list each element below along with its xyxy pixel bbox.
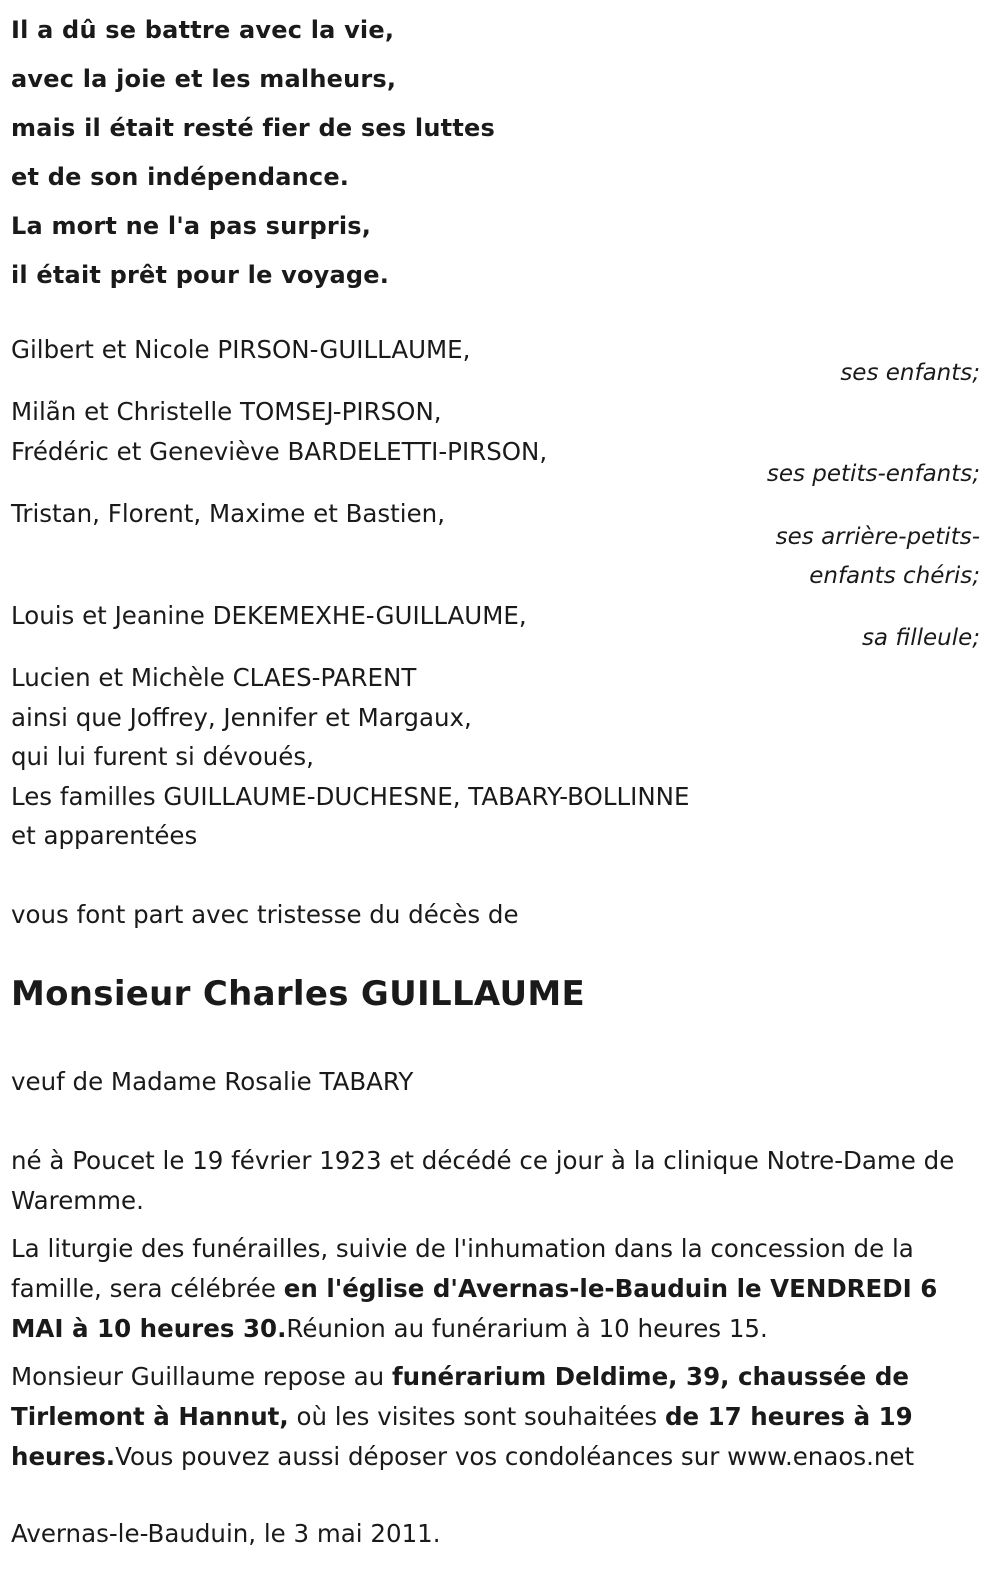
funeral-meeting: Réunion au funérarium à 10 heures 15. <box>286 1314 768 1343</box>
grandchild-name: Frédéric et Geneviève BARDELETTI-PIRSON, <box>11 437 548 466</box>
other-family-line: Les familles GUILLAUME-DUCHESNE, TABARY-BOLLINNE <box>11 782 690 811</box>
goddaughter-names: Louis et Jeanine DEKEMEXHE-GUILLAUME, <box>11 601 527 630</box>
poem-line: La mort ne l'a pas surpris, <box>11 212 372 240</box>
children-relation: ses enfants; <box>840 360 980 386</box>
grandchildren-relation: ses petits-enfants; <box>766 461 980 487</box>
visitation-hours: de 17 heures à 19 heures. <box>11 1402 913 1471</box>
other-family-line: Lucien et Michèle CLAES-PARENT <box>11 663 417 692</box>
visitation-place: funérarium Deldime, 39, chaussée de Tirlemont à Hannut, <box>11 1362 909 1431</box>
funeral-intro: La liturgie des funérailles, suivie de l'inhumation dans la concession de la famille, sera célébrée <box>11 1234 914 1303</box>
visitation-intro: Monsieur Guillaume repose au <box>11 1362 392 1391</box>
poem-line: il était prêt pour le voyage. <box>11 261 390 289</box>
funeral-paragraph <box>11 1229 976 1349</box>
widower-of: veuf de Madame Rosalie TABARY <box>11 1067 414 1096</box>
children-names: Gilbert et Nicole PIRSON-GUILLAUME, <box>11 335 471 364</box>
place-date: Avernas-le-Bauduin, le 3 mai 2011. <box>11 1519 441 1548</box>
goddaughter-relation: sa filleule; <box>861 625 980 651</box>
birth-death-paragraph: né à Poucet le 19 février 1923 et décédé ce jour à la clinique Notre-Dame de Waremme. <box>11 1146 955 1215</box>
visitation-paragraph <box>11 1357 976 1477</box>
other-family-line: qui lui furent si dévoués, <box>11 742 314 771</box>
poem-line: et de son indépendance. <box>11 163 350 191</box>
funeral-place-time: en l'église d'Avernas-le-Bauduin le VENDREDI 6 MAI à 10 heures 30. <box>11 1274 938 1343</box>
condolences-text: Vous pouvez aussi déposer vos condoléances sur www.enaos.net <box>115 1442 915 1471</box>
other-family-line: et apparentées <box>11 821 198 850</box>
great-grandchildren-relation: ses arrière-petits- <box>775 524 980 550</box>
poem <box>11 6 611 300</box>
visitation-middle: où les visites sont souhaitées <box>288 1402 665 1431</box>
grandchild-name: Milãn et Christelle TOMSEJ-PIRSON, <box>11 397 442 426</box>
great-grandchildren-names: Tristan, Florent, Maxime et Bastien, <box>11 499 445 528</box>
poem-line: avec la joie et les malheurs, <box>11 65 397 93</box>
deceased-name: Monsieur Charles GUILLAUME <box>11 974 586 1014</box>
other-family-line: ainsi que Joffrey, Jennifer et Margaux, <box>11 703 472 732</box>
poem-line: Il a dû se battre avec la vie, <box>11 16 395 44</box>
poem-line: mais il était resté fier de ses luttes <box>11 114 495 142</box>
announcement: vous font part avec tristesse du décès de <box>11 900 519 929</box>
great-grandchildren-relation: enfants chéris; <box>809 563 980 589</box>
